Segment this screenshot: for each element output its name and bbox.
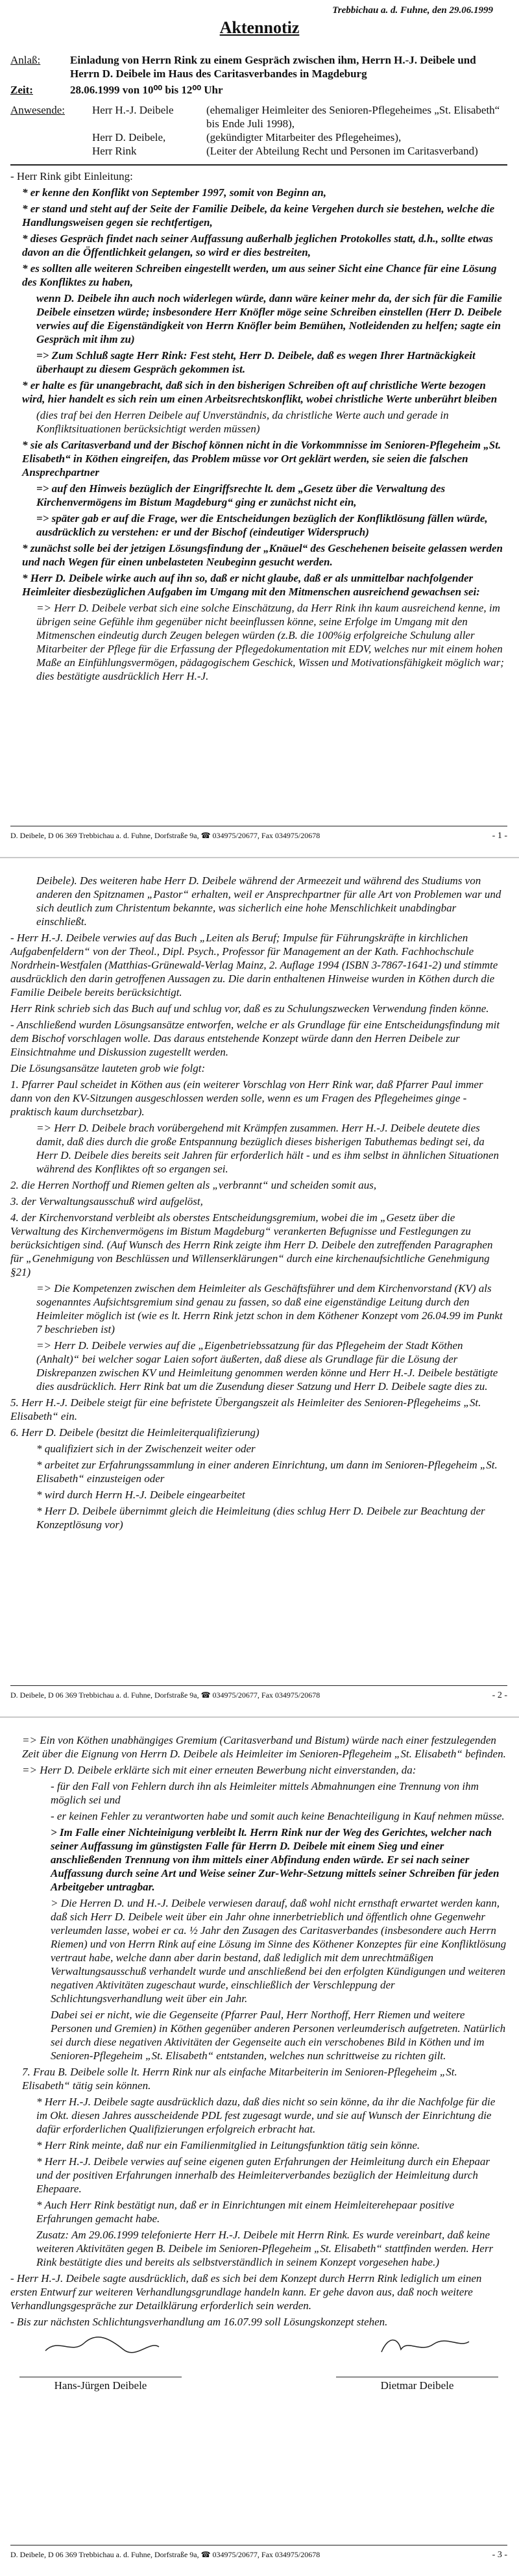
paragraph: Zusatz: Am 29.06.1999 telefonierte Herr H.-J. Deibele mit Herrn Rink. Es wurde vereinbart, daß keine weiteren Aktivitäten gegen B. Deibele im Senioren-Pflegeheim „St. Elisabeth“ stattfinden werden. Herr Rink bestätigte dies und bereits als selbstverständlich in seinem Konzept vorgesehen habe.) bbox=[36, 2229, 494, 2268]
paragraph: * er halte es für unangebracht, daß sich in den bisherigen Schreiben oft auf christliche Werte bezogen wird, hier handelt es sich rein um einen Arbeitsrechtskonflikt, wobei christliche Werte unberührt bleiben bbox=[22, 379, 498, 405]
page-footer bbox=[10, 1685, 507, 1702]
attendee-name: Herr Rink bbox=[92, 145, 137, 157]
signature-left bbox=[19, 2335, 182, 2392]
paragraph: * zunächst solle bei der jetzigen Lösungsfindung der „Knäuel“ des Geschehenen beiseite gelassen werden und nach Wegen für einen unbelasteten Neubeginn gesucht werden. bbox=[22, 542, 503, 568]
page-footer bbox=[10, 2545, 507, 2562]
paragraph: - Herr H.-J. Deibele sagte ausdrücklich, daß es sich bei dem Konzept durch Herrn Rink lediglich um einen ersten Entwurf zur weiteren Verhandlungsgrundlage handeln kann. Er gehe davon aus, daß noch weitere Verhandlungsgespräche zur Detailklärung erforderlich sein werden. bbox=[10, 2272, 482, 2312]
attendee-name: Herr H.-J. Deibele bbox=[92, 104, 174, 116]
signature-right bbox=[336, 2335, 498, 2392]
signature-name: Dietmar Deibele bbox=[336, 2377, 498, 2392]
page-number: - 1 - bbox=[492, 831, 507, 841]
paragraph: Dabei sei er nicht, wie die Gegenseite (Pfarrer Paul, Herr Northoff, Herr Riemen und weitere Personen und Gremien) in Köthen gegenüber anderen Personen verleumderisch aufgetreten. Natürlich sei durch diese negativen Aktivitäten der Gegenseite auch ein verschobenes Bild in Köthen und im Senioren-Pflegeheim „St. Elisabeth“ entstanden, welches nun schrittweise zu richten gilt. bbox=[51, 2009, 506, 2062]
paragraph: * qualifiziert sich in der Zwischenzeit weiter oder bbox=[36, 1443, 256, 1455]
paragraph: * Herr D. Deibele übernimmt gleich die Heimleitung (dies schlug Herr D. Deibele zur Beachtung der Konzeptlösung vor) bbox=[36, 1505, 485, 1531]
paragraph: 6. Herr D. Deibele (besitzt die Heimleiterqualifizierung) bbox=[10, 1426, 260, 1439]
paragraph: > Im Falle einer Nichteinigung verbleibt lt. Herrn Rink nur der Weg des Gerichtes, welcher nach seiner Auffassung im günstigsten Falle für Herrn D. Deibele mit einem Sieg und einer anschließenden Trennung von ihm mittels einer Abfindung enden würde. Er sei nach seiner Auffassung durch seine Art und Weise seiner Zur-Wehr-Setzung mittels seiner Schreiben für jeden Arbeitgeber untragbar. bbox=[51, 1826, 500, 1893]
paragraph: => Ein von Köthen unabhängiges Gremium (Caritasverband und Bistum) würde nach einer festzulegenden Zeit über die Eignung von Herrn D. Deibele als Heimleiter im Senioren-Pflegeheim „St. Elisabeth“ befinden. bbox=[22, 1734, 506, 1760]
footer-address: D. Deibele, D 06 369 Trebbichau a. d. Fuhne, Dorfstraße 9a, ☎ 034975/20677, Fax 034975/20678 bbox=[10, 831, 320, 840]
paragraph: wenn D. Deibele ihn auch noch widerlegen würde, dann wäre keiner mehr da, der sich für die Familie Deibele einsetzen würde; insbesondere Herr Knöfler möge seine Schreiben einstellen (Herr D. Deibele verwies auf die Eigenständigkeit von Herrn Knöfler beim Bemühen, Notleidenden zu helfen; sagte ein Gespräch mit ihm zu) bbox=[36, 292, 502, 345]
footer-address: D. Deibele, D 06 369 Trebbichau a. d. Fuhne, Dorfstraße 9a, ☎ 034975/20677, Fax 034975/20678 bbox=[10, 2550, 320, 2559]
paragraph: * Herr H.-J. Deibele sagte ausdrücklich dazu, daß dies nicht so sein könne, da ihr die Nachfolge für die im Okt. diesen Jahres ausscheidende PDL fest zugesagt wurde, und sie auf Wunsch der Einrichtung die dafür erforderlichen Qualifizierungen erfolgreich erbracht hat. bbox=[36, 2096, 496, 2135]
page-2-body bbox=[10, 874, 507, 1534]
paragraph: => Zum Schluß sagte Herr Rink: Fest steht, Herr D. Deibele, daß es wegen Ihrer Hartnäckigkeit überhaupt zu diesem Gespräch gekommen ist. bbox=[36, 349, 476, 375]
paragraph: * Auch Herr Rink bestätigt nun, daß er in Einrichtungen mit einem Heimleiterehepaar positive Erfahrungen gemacht habe. bbox=[36, 2199, 454, 2225]
attendees-block bbox=[10, 103, 507, 158]
paragraph: 4. der Kirchenvorstand verbleibt als oberstes Entscheidungsgremium, wobei die im „Gesetz über die Verwaltung des Kirchenvermögens im Bistum Magdeburg“ verankerten Befugnisse und Festlegungen zu berücksichtigen sind. (Auf Wunsch des Herrn Rink zeigte ihm Herr D. Deibele den zutreffenden Paragraphen für „Genehmigung von Beschlüssen und Willenserklärungen“ durch eine kirchenaufsichtliche Genehmigung §21) bbox=[10, 1211, 493, 1278]
section-divider bbox=[10, 164, 507, 166]
attendee-name: Herr D. Deibele, bbox=[92, 131, 166, 143]
page-number: - 2 - bbox=[492, 1690, 507, 1700]
document-title: Aktennotiz bbox=[219, 18, 300, 37]
anlass-text: Einladung von Herrn Rink zu einem Gespräch zwischen ihm, Herrn H.-J. Deibele und Herrn D. Deibele im Haus des Caritasverbandes in Magdeburg bbox=[70, 54, 476, 80]
paragraph: => Die Kompetenzen zwischen dem Heimleiter als Geschäftsführer und dem Kirchenvorstand (KV) als sogenanntes Aufsichtsgremium sind genau zu fassen, so daß eine eigenständige Leitung durch den Heimleiter möglich ist (wie es lt. Herrn Rink jetzt schon in dem Köthener Konzept vom 26.04.99 im Punkt 7 beschrieben ist) bbox=[36, 1282, 503, 1335]
zeit-text: 28.06.1999 von 10⁰⁰ bis 12⁰⁰ Uhr bbox=[70, 84, 223, 96]
paragraph: - Herr H.-J. Deibele verwies auf das Buch „Leiten als Beruf; Impulse für Führungskräfte in kirchlichen Aufgabenfeldern“ von der Theol., Dipl. Psych., Professor für Management an der Kath. Fachhochschule Nordrhein-Westfalen (Matthias-Grünewald-Verlag Mainz, 2. Auflage 1994 (ISBN 3-7867-1641-2) und stimmte ausdrücklich den darin getroffenen Aussagen zu. Die darin enthaltenen Hinweise wurden in Köthen durch die Familie Deibele bereits berücksichtigt. bbox=[10, 932, 498, 998]
signature-block bbox=[10, 2335, 507, 2392]
document-page-1 bbox=[0, 0, 519, 857]
page-footer bbox=[10, 826, 507, 843]
paragraph: 3. der Verwaltungsausschuß wird aufgelöst, bbox=[10, 1195, 203, 1208]
signature-name: Hans-Jürgen Deibele bbox=[19, 2377, 182, 2392]
paragraph: 7. Frau B. Deibele solle lt. Herrn Rink nur als einfache Mitarbeiterin im Senioren-Pflegeheim „St. Elisabeth“ tätig sein können. bbox=[22, 2066, 457, 2092]
paragraph: - er keinen Fehler zu verantworten habe und somit auch keine Benachteiligung in Kauf nehmen müsse. bbox=[51, 1810, 505, 1822]
paragraph: * er stand und steht auf der Seite der Familie Deibele, da keine Vergehen durch sie bestehen, welche die Handlungsweisen gegen sie rechtfertigen, bbox=[22, 203, 495, 229]
page-3-body bbox=[10, 1733, 507, 2392]
page-number: - 3 - bbox=[492, 2550, 507, 2560]
paragraph: * Herr D. Deibele wirke auch auf ihn so, daß er nicht glaube, daß er als unmittelbar nachfolgender Heimleiter diesbezüglichen Aufgaben im Umgang mit den Mitmenschen ausreichend gewachsen sei: bbox=[22, 572, 480, 598]
anlass-row bbox=[10, 53, 507, 80]
paragraph: > Die Herren D. und H.-J. Deibele verwiesen darauf, daß wohl nicht ernsthaft erwartet werden kann, daß sich Herr D. Deibele weit über ein Jahr ohne innerbetrieblich und öffentlich ohne Gegenwehr verleumden lasse, wobei er ca. ½ Jahr den Zusagen des Caritasverbandes (insbesondere auch Herrn Riemen) und von Herrn Rink auf eine Lösung im Sinne des Köthener Konzeptes für eine Konfliktlösung vertraut habe, welche dann aber darin bestand, daß lediglich mit dem unrechtmäßigen Verwaltungsausschuß verhandelt wurde und anschließend bei den erfolgten Kündigungen und weiteren negativen Aktivitäten zugeschaut wurde, einschließlich der Verschleppung der Schlichtungsverhandlung weit über ein Jahr. bbox=[51, 1897, 507, 2005]
attendee-role: (gekündigter Mitarbeiter des Pflegeheimes), bbox=[206, 131, 402, 143]
paragraph: * er kenne den Konflikt von September 1997, somit von Beginn an, bbox=[22, 186, 326, 199]
paragraph: => später gab er auf die Frage, wer die Entscheidungen bezüglich der Konfliktlösung fällen würde, ausdrücklich zu verstehen: er und der Bischof (eindeutiger Widerspruch) bbox=[36, 512, 488, 538]
paragraph: - für den Fall von Fehlern durch ihn als Heimleiter mittels Abmahnungen eine Trennung von ihm möglich sei und bbox=[51, 1780, 479, 1806]
document-page-2 bbox=[0, 858, 519, 1716]
paragraph: Die Lösungsansätze lauteten grob wie folgt: bbox=[10, 1062, 206, 1074]
paragraph: * Herr H.-J. Deibele verwies auf seine eigenen guten Erfahrungen der Heimleitung durch ein Ehepaar und der positiven Erfahrungen innerhalb des Heimleiterverbandes bezüglich der Heimleitung durch Ehepaare. bbox=[36, 2155, 490, 2195]
attendee-role: (ehemaliger Heimleiter des Senioren-Pflegeheimes „St. Elisabeth“ bis Ende Juli 1998), bbox=[206, 104, 500, 130]
paragraph: 2. die Herren Northoff und Riemen gelten als „verbrannt“ und scheiden somit aus, bbox=[10, 1179, 377, 1191]
paragraph: * dieses Gespräch findet nach seiner Auffassung außerhalb jeglichen Protokolles statt, d.h., sollte etwas davon an die Öffentlichkeit gelangen, so wird er dies bestreiten, bbox=[22, 232, 493, 258]
paragraph: Herr Rink schrieb sich das Buch auf und schlug vor, daß es zu Schulungszwecken Verwendung finden könne. bbox=[10, 1002, 489, 1015]
paragraph: * sie als Caritasverband und der Bischof können nicht in die Vorkommnisse im Senioren-Pflegeheim „St. Elisabeth“ in Köthen eingreifen, das Problem müsse vor Ort geklärt werden, sie seien die falschen Ansprechpartner bbox=[22, 439, 501, 478]
paragraph: => Herr D. Deibele verbat sich eine solche Einschätzung, da Herr Rink ihn kaum ausreichend kenne, im übrigen seine Gefühle ihm gegenüber nicht beeinflussen könne, seine Erfolge im Umgang mit den Mitmenschen eindeutig durch Zeugen belegen würden (z.B. die 100%ig erfolgreiche Schulung aller Mitarbeiter der Pflege für die Erfassung der Pflegedokumentation mit EDV, welches nur mit einem hohen Maße an Einfühlungsvermögen, pädagogischem Geschick, Wissen und Motivationsfähigkeit möglich war; dies bestätigte ausdrücklich Herr H.-J. bbox=[36, 602, 504, 682]
document-page-3 bbox=[0, 1718, 519, 2576]
zeit-row bbox=[10, 83, 507, 97]
paragraph: * wird durch Herrn H.-J. Deibele eingearbeitet bbox=[36, 1489, 245, 1501]
paragraph: - Anschließend wurden Lösungsansätze entworfen, welche er als Grundlage für eine Entscheidungsfindung mit dem Bischof vorschlagen wolle. Das daraus entstehende Konzept würde dann den Herren Deibele zur Einsichtnahme und Diskussion zugestellt werden. bbox=[10, 1019, 500, 1058]
paragraph: Deibele). Des weiteren habe Herr D. Deibele während der Armeezeit und während des Studiums von anderen den Spitznamen „Pastor“ erhalten, weil er Ansprechpartner für alle Art von Problemen war und sich deutlich zum Christentum bekannte, was sicherlich eine hohe Menschlichkeit unabdingbar einschließt. bbox=[36, 874, 501, 928]
place-date: Trebbichau a. d. Fuhne, den 29.06.1999 bbox=[332, 5, 493, 16]
paragraph: => Herr D. Deibele erklärte sich mit einer erneuten Bewerbung nicht einverstanden, da: bbox=[22, 1764, 416, 1776]
paragraph: * Herr Rink meinte, daß nur ein Familienmitglied in Leitungsfunktion tätig sein könne. bbox=[36, 2139, 420, 2151]
attendee-role: (Leiter der Abteilung Recht und Personen im Caritasverband) bbox=[206, 145, 478, 157]
paragraph: 1. Pfarrer Paul scheidet in Köthen aus (ein weiterer Vorschlag von Herr Rink war, daß Pfarrer Paul immer dann von den KV-Sitzungen ausgeschlossen werden solle, wenn es um Fragen des Pflegeheimes ginge - praktisch kaum durchsetzbar). bbox=[10, 1078, 483, 1118]
paragraph: => Herr D. Deibele verwies auf die „Eigenbetriebssatzung für das Pflegeheim der Stadt Köthen (Anhalt)“ bei welcher sogar Laien sofort äußerten, daß diese als Grundlage für die Lösung der Diskrepanzen zwischen KV und Heimleitung genommen werden könne und Herr H.-J. Deibele bestätigte dies ausdrücklich. Herr Rink bat um die Zusendung dieser Satzung und Herr D. Deibele sagte dies zu. bbox=[36, 1339, 498, 1393]
anwesend-label: Anwesende: bbox=[10, 104, 66, 116]
paragraph: 5. Herr H.-J. Deibele steigt für eine befristete Übergangszeit als Heimleiter des Senioren-Pflegeheims „St. Elisabeth“ ein. bbox=[10, 1396, 481, 1422]
paragraph: * es sollten alle weiteren Schreiben eingestellt werden, um aus seiner Sicht eine Chance für eine Lösung des Konfliktes zu haben, bbox=[22, 262, 497, 288]
signature-scribble bbox=[19, 2335, 182, 2355]
signature-scribble bbox=[336, 2335, 498, 2355]
paragraph: (dies traf bei den Herren Deibele auf Unverständnis, da christliche Werte auch und gerade in Konfliktsituationen berücksichtigt werden müssen) bbox=[36, 409, 449, 435]
paragraph: => auf den Hinweis bezüglich der Eingriffsrechte lt. dem „Gesetz über die Verwaltung des Kirchenvermögens im Bistum Magdeburg“ ging er zunächst nicht ein, bbox=[36, 482, 446, 508]
zeit-label: Zeit: bbox=[10, 84, 33, 96]
paragraph: => Herr D. Deibele brach vorübergehend mit Krämpfen zusammen. Herr H.-J. Deibele deutete dies damit, daß dies durch die große Entspannung bezüglich dieses bisherigen Tabuthemas bedingt sei, da Herr D. Deibele dies bereits seit Jahren für erforderlich hält - und es ihm selbst in ähnlichen Situationen während des Konfliktes oft so ergangen sei. bbox=[36, 1122, 499, 1175]
anlass-label: Anlaß: bbox=[10, 54, 41, 66]
paragraph: - Bis zur nächsten Schlichtungsverhandlung am 16.07.99 soll Lösungskonzept stehen. bbox=[10, 2316, 388, 2328]
page-1-body bbox=[10, 53, 507, 686]
paragraph: - Herr Rink gibt Einleitung: bbox=[10, 170, 133, 182]
paragraph: * arbeitet zur Erfahrungssammlung in einer anderen Einrichtung, um dann im Senioren-Pflegeheim „St. Elisabeth“ einzusteigen oder bbox=[36, 1459, 498, 1485]
footer-address: D. Deibele, D 06 369 Trebbichau a. d. Fuhne, Dorfstraße 9a, ☎ 034975/20677, Fax 034975/20678 bbox=[10, 1690, 320, 1700]
